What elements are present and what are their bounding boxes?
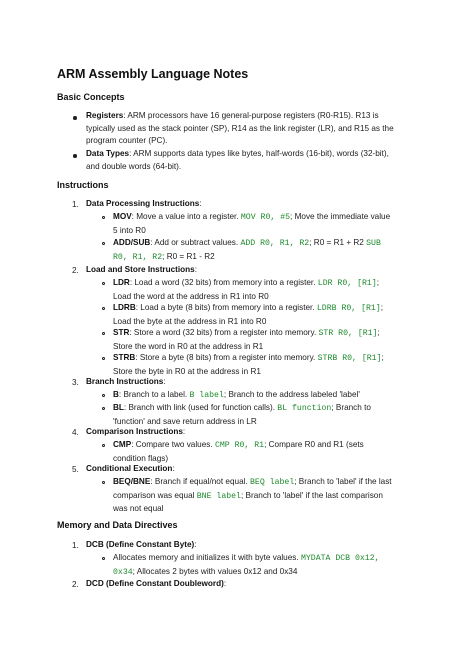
sub-bullet [102,407,105,410]
strb-item [113,352,453,378]
cmp-line-2: condition flags) [113,453,169,463]
sub-code-a: SUB [366,239,381,248]
dcb-item [113,552,453,579]
cmp-text: : Compare two values. [131,440,213,449]
sub-bullet [102,394,105,397]
mov-line-2: 5 into R0 [113,225,146,235]
dp-title [86,198,202,211]
colon: : [172,464,175,473]
ldr-line-2: Load the word at the address in R1 into R0 [113,291,269,301]
cmp-item [113,439,453,465]
memory-heading: Memory and Data Directives [57,520,178,530]
list-number: 2. [72,580,79,589]
cmp-code: CMP R0, R1 [214,441,265,450]
mov-text: : Move a value into a register. [131,212,239,221]
dcb-comment: ; Allocates 2 bytes with values 0x12 and 0x34 [132,566,298,576]
ldr-item [113,277,453,303]
bl-line-2: 'function' and save return address in LR [113,416,257,426]
dcd-title-text: DCD (Define Constant Doubleword) [86,579,224,588]
bullet [73,116,77,120]
str-item [113,327,453,353]
br-title-text: Branch Instructions [86,377,164,386]
cmp-comment: ; Compare R0 and R1 (sets [264,440,364,449]
strb-code: STRB R0, [R1] [317,354,382,363]
ldr-term: LDR [113,278,130,287]
ls-title-text: Load and Store Instructions [86,265,195,274]
dcb-text: Allocates memory and initializes it with byte values. [113,553,299,562]
list-number: 2. [72,266,79,275]
registers-item [86,110,446,148]
b-text: : Branch to a label. [118,390,188,399]
sub-bullet [102,307,105,310]
data-types-line-2: and double words (64-bit). [86,161,182,171]
addsub-term: ADD/SUB [113,238,151,247]
cond-title-text: Conditional Execution [86,464,173,473]
bullet [73,154,77,158]
strb-semicolon: ; [381,353,384,362]
registers-term: Registers [86,111,124,120]
ldr-text: : Load a word (32 bits) from memory into a register. [129,278,316,287]
b-item [113,389,453,403]
beq-bne-text: : Branch if equal/not equal. [150,477,248,486]
str-semicolon: ; [377,328,380,337]
colon: : [194,540,197,549]
cmp-title [86,426,185,439]
page-title: ARM Assembly Language Notes [57,67,249,81]
beq-bne-term: BEQ/BNE [113,477,151,486]
list-number: 5. [72,465,79,474]
dcb-code-2: 0x34 [113,567,133,577]
add-code: ADD R0, R1, R2 [240,239,310,248]
sub-bullet [102,216,105,219]
registers-line-3: program counter (PC). [86,136,168,146]
add-comment: ; R0 = R1 + R2 [309,238,364,247]
cond-title [86,463,175,476]
bl-text: : Branch with link (used for function calls). [123,403,275,412]
registers-line-1: : ARM processors have 16 general-purpose registers (R0-R15). R13 is [123,111,379,120]
ldrb-line-2: Load the byte at the address in R1 into R0 [113,316,267,326]
bne-line-3: was not equal [113,504,164,514]
bl-item [113,402,453,428]
cmp-title-text: Comparison Instructions [86,427,183,436]
mov-code: MOV R0, #5 [240,213,291,222]
ldr-semicolon: ; [376,278,380,287]
mov-item [113,211,453,237]
registers-line-2: typically used as the stack pointer (SP), R14 as the link register (LR), and R15 as the [86,123,394,133]
data-types-term: Data Types [86,149,130,158]
dp-title-text: Data Processing Instructions [86,199,200,208]
b-code: B label [189,391,224,400]
dcb-code-1: MYDATA DCB 0x12, [300,554,380,563]
bl-code: BL function [277,404,332,413]
beq-bne-item [113,476,453,516]
dcb-title [86,539,197,552]
sub-bullet [102,444,105,447]
str-line-2: Store the word in R0 at the address in R1 [113,341,264,351]
bl-term: BL [113,403,124,412]
dcb-title-text: DCB (Define Constant Byte) [86,540,195,549]
bl-comment: ; Branch to [331,403,371,412]
b-comment: ; Branch to the address labeled 'label' [223,390,360,399]
bne-comment: ; Branch to 'label' if the last comparison [240,490,383,500]
colon: : [223,579,227,588]
ldrb-term: LDRB [113,303,136,312]
mov-comment: ; Move the immediate value [290,212,391,221]
strb-text: : Store a byte (8 bits) from a register into memory. [135,353,316,362]
strb-term: STRB [113,353,136,362]
colon: : [194,265,198,274]
colon: : [182,427,186,436]
cmp-term: CMP [113,440,132,449]
mov-term: MOV [113,212,132,221]
b-term: B [113,390,119,399]
sub-comment: ; R0 = R1 - R2 [162,251,215,261]
beq-code: BEQ label [250,478,295,487]
list-number: 3. [72,378,79,387]
ldr-code: LDR R0, [R1] [317,279,377,288]
ldrb-item [113,302,453,328]
list-number: 1. [72,541,79,550]
ldrb-semicolon: ; [380,303,384,312]
str-text: : Store a word (32 bits) from a register into memory. [129,328,317,337]
beq-comment: ; Branch to 'label' if the last [294,477,392,486]
ldrb-text: : Load a byte (8 bits) from memory into a register. [135,303,315,312]
sub-bullet [102,357,105,360]
ls-title [86,264,197,277]
sub-bullet [102,242,105,245]
br-title [86,376,166,389]
str-code: STR R0, [R1] [318,329,378,338]
sub-code-b: R0, R1, R2 [113,252,163,262]
sub-bullet [102,557,105,560]
sub-bullet [102,332,105,335]
strb-line-2: Store the byte in R0 at the address in R1 [113,366,261,376]
colon: : [199,199,202,208]
basic-concepts-heading: Basic Concepts [57,92,125,102]
sub-bullet [102,282,105,285]
colon: : [163,377,166,386]
beq-line-2: comparison was equal [113,490,195,500]
ldrb-code: LDRB R0, [R1] [316,304,381,313]
addsub-item [113,237,453,264]
data-types-line-1: : ARM supports data types like bytes, half-words (16-bit), words (32-bit), [129,149,389,158]
sub-bullet [102,481,105,484]
data-types-item [86,148,446,173]
str-term: STR [113,328,130,337]
list-number: 1. [72,200,79,209]
dcd-title [86,578,226,591]
list-number: 4. [72,428,79,437]
addsub-text: : Add or subtract values. [150,238,239,247]
bne-code: BNE label [196,491,241,501]
instructions-heading: Instructions [57,180,109,190]
